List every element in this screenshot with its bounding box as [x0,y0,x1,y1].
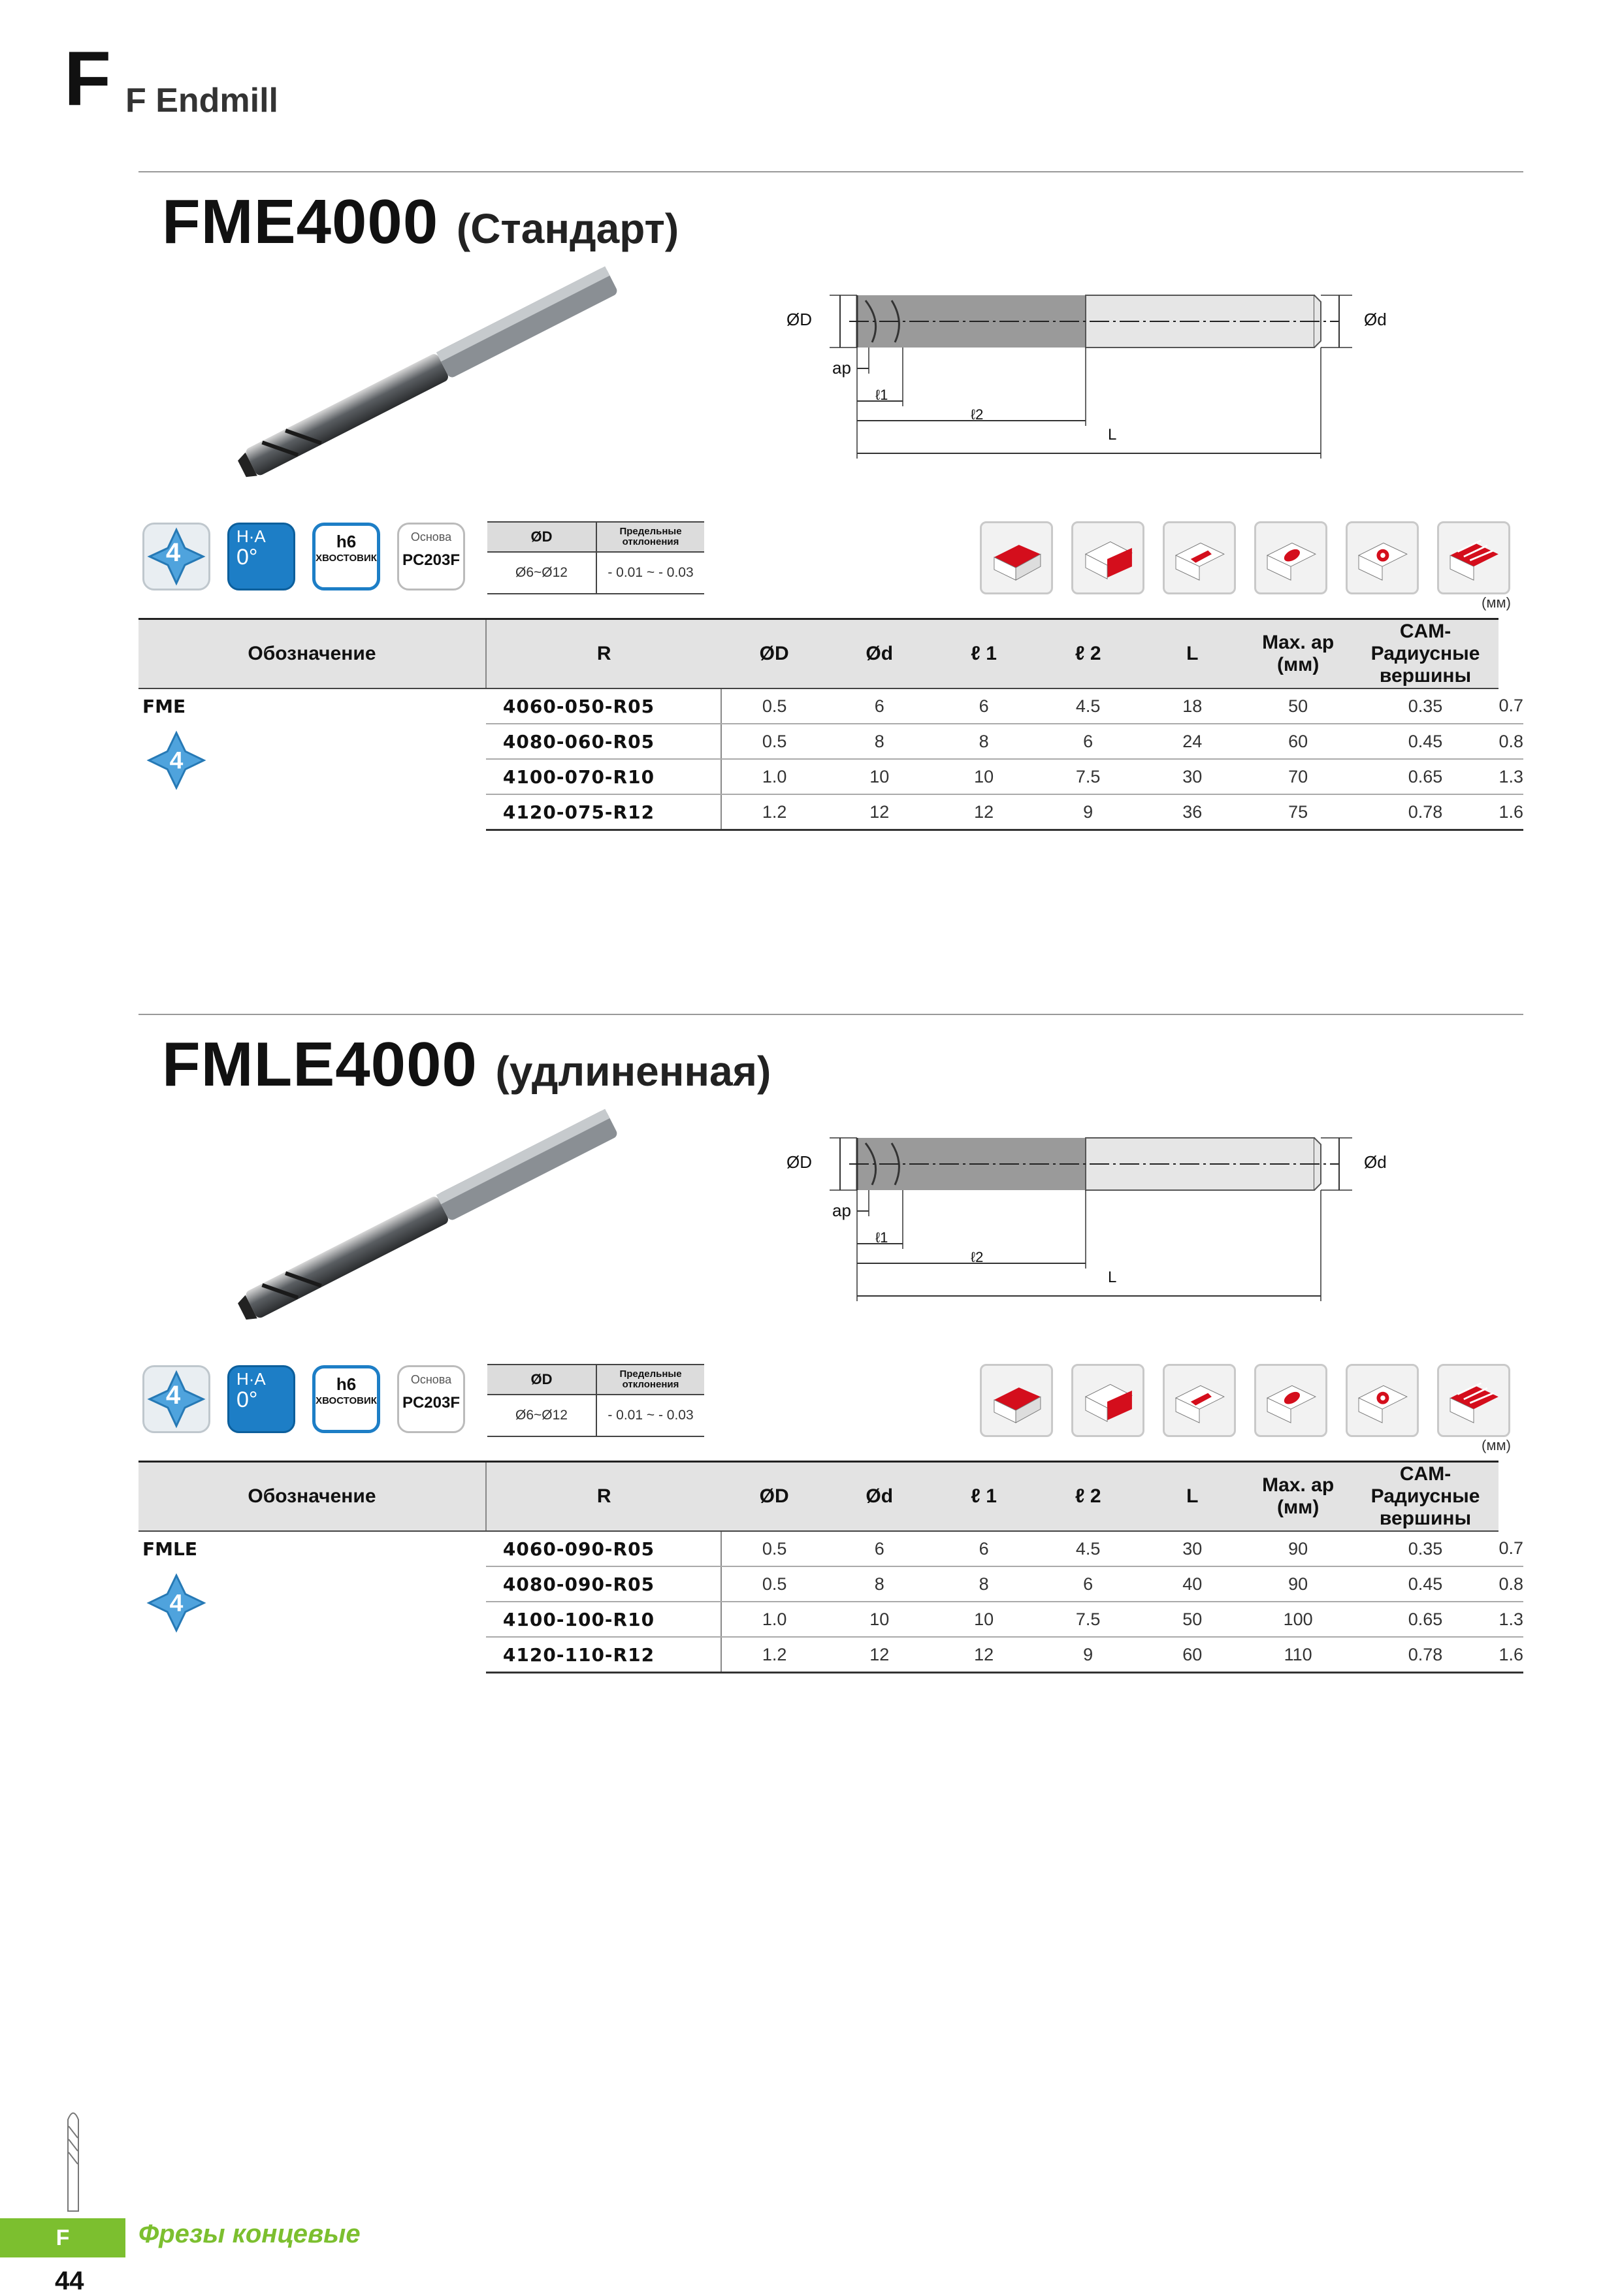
unit-label: (мм) [1482,594,1511,611]
column-header: CAM-Радиусные вершины [1352,1462,1499,1532]
pocket-milling-icon [1254,521,1327,594]
tol-col2: Предельные отклонения [596,1365,704,1395]
shoulder-milling-icon [1071,521,1144,594]
group-code: FMLE [142,1538,197,1560]
cell-value: 0.45 [1352,1566,1499,1602]
label-ap: ap [832,358,851,378]
product-variant: (Стандарт) [456,205,679,252]
flute-count-icon [145,729,208,792]
column-header: Max. ap (мм) [1244,1462,1352,1532]
cell-value: 7.5 [1036,1602,1141,1637]
helix-label: H·A [236,1369,266,1389]
cell-value: 6 [1036,1566,1141,1602]
column-header: Max. ap (мм) [1244,619,1352,689]
cell-value: 0.5 [721,724,826,759]
label-D: ØD [786,310,812,329]
tool-photo [235,1116,627,1312]
cell-value: 90 [1244,1566,1352,1602]
cell-value: 12 [827,794,932,830]
cell-value: 0.8 [1498,1566,1523,1602]
cell-value: 6 [827,688,932,724]
column-header: Обозначение [138,1462,486,1532]
flute-count-icon [145,1572,208,1634]
cell-value: 90 [1244,1531,1352,1566]
label-ap: ap [832,1201,851,1220]
cell-value: 0.5 [721,1531,826,1566]
cell-value: 30 [1141,759,1244,794]
cell-value: 10 [932,1602,1036,1637]
cell-value: 6 [827,1531,932,1566]
label-d: Ød [1364,1152,1387,1172]
cell-value: 10 [827,1602,932,1637]
helix-label: H·A [236,526,266,546]
slotting-icon [1163,1364,1236,1437]
footer-letter: F [56,2225,70,2250]
column-header: Ød [827,619,932,689]
cell-value: 9 [1036,794,1141,830]
cell-value: 8 [827,1566,932,1602]
cell-value: 100 [1244,1602,1352,1637]
cell-value: 9 [1036,1637,1141,1673]
table-row [138,1531,1523,1566]
dimension-drawing [784,269,1411,465]
column-header: ℓ 2 [1036,1462,1141,1532]
cell-value: 6 [1036,724,1141,759]
cell-value: 10 [932,759,1036,794]
footer-chapter-name: Фрезы концевые [138,2220,361,2248]
helix-value: 0° [236,545,258,570]
tool-photo [235,273,627,469]
part-number: 4080-060-R05 [486,724,722,759]
column-header: L [1141,1462,1244,1532]
cell-value: 1.3 [1498,1602,1523,1637]
endmill-silhouette-icon [60,2107,86,2214]
product-group [138,1531,486,1673]
cell-value: 0.5 [721,688,826,724]
section-divider [138,1014,1523,1015]
shank-label: h6 [336,532,357,551]
cell-value: 8 [932,1566,1036,1602]
tolerance-table [487,1364,704,1437]
cell-value: 50 [1244,688,1352,724]
cell-value: 6 [932,1531,1036,1566]
tol-val2: - 0.01 ~ - 0.03 [596,552,704,594]
cell-value: 4.5 [1036,688,1141,724]
column-header: ØD [721,1462,826,1532]
cell-value: 0.65 [1352,1602,1499,1637]
cell-value: 0.35 [1352,1531,1499,1566]
label-L: L [1108,1269,1117,1286]
cell-value: 110 [1244,1637,1352,1673]
cell-value: 75 [1244,794,1352,830]
group-code: FME [142,696,186,717]
part-number: 4080-090-R05 [486,1566,722,1602]
cell-value: 0.7 [1498,1531,1523,1566]
cell-value: 1.3 [1498,759,1523,794]
slotting-icon [1163,521,1236,594]
cell-value: 8 [827,724,932,759]
tol-col1: ØD [487,522,596,552]
section-title [162,187,679,257]
cell-value: 1.6 [1498,794,1523,830]
tol-col1: ØD [487,1365,596,1395]
label-d: Ød [1364,310,1387,329]
cell-value: 0.5 [721,1566,826,1602]
cell-value: 0.35 [1352,688,1499,724]
flute-count: 4 [166,1381,181,1410]
flute-count: 4 [166,538,181,567]
cell-value: 0.78 [1352,794,1499,830]
cell-value: 40 [1141,1566,1244,1602]
cell-value: 1.2 [721,794,826,830]
product-variant: (удлиненная) [495,1048,771,1095]
part-number: 4100-100-R10 [486,1602,722,1637]
shank-label: h6 [336,1374,357,1394]
tol-val2: - 0.01 ~ - 0.03 [596,1395,704,1436]
chapter-title: F Endmill [125,82,278,120]
part-number: 4120-075-R12 [486,794,722,830]
profile-milling-icon [1437,1364,1510,1437]
cell-value: 0.45 [1352,724,1499,759]
tolerance-table [487,521,704,594]
tol-val1: Ø6~Ø12 [487,552,596,594]
unit-label: (мм) [1482,1437,1511,1453]
column-header: ℓ 1 [932,619,1036,689]
cell-value: 1.2 [721,1637,826,1673]
cell-value: 7.5 [1036,759,1141,794]
tol-col2: Предельные отклонения [596,522,704,552]
part-number: 4060-090-R05 [486,1531,722,1566]
specification-table [138,618,1523,831]
shank-text: ХВОСТОВИК [316,553,377,564]
shank-text: ХВОСТОВИК [316,1395,377,1406]
column-header: ℓ 2 [1036,619,1141,689]
tol-val1: Ø6~Ø12 [487,1395,596,1436]
product-code: FMLE4000 [162,1029,478,1099]
label-D: ØD [786,1152,812,1172]
product-group [138,688,486,830]
label-l1: ℓ1 [875,1229,888,1246]
part-number: 4120-110-R12 [486,1637,722,1673]
cell-value: 36 [1141,794,1244,830]
cell-value: 70 [1244,759,1352,794]
cell-value: 50 [1141,1602,1244,1637]
base-label: Основа [410,530,452,543]
cell-value: 30 [1141,1531,1244,1566]
hole-milling-icon [1346,521,1419,594]
cell-value: 60 [1244,724,1352,759]
pocket-milling-icon [1254,1364,1327,1437]
cell-value: 0.7 [1498,688,1523,724]
column-header: CAM-Радиусные вершины [1352,619,1499,689]
section-title [162,1029,771,1099]
column-header: ℓ 1 [932,1462,1036,1532]
column-header: L [1141,619,1244,689]
column-header: Ød [827,1462,932,1532]
face-milling-icon [980,1364,1053,1437]
part-number: 4060-050-R05 [486,688,722,724]
column-header: R [486,1462,722,1532]
label-l1: ℓ1 [875,387,888,403]
cell-value: 18 [1141,688,1244,724]
product-code: FME4000 [162,187,439,257]
column-header: Обозначение [138,619,486,689]
specification-table [138,1461,1523,1673]
cell-value: 8 [932,724,1036,759]
cell-value: 6 [932,688,1036,724]
hole-milling-icon [1346,1364,1419,1437]
svg-text:4: 4 [169,746,184,774]
column-header: R [486,619,722,689]
cell-value: 1.0 [721,1602,826,1637]
cell-value: 10 [827,759,932,794]
label-l2: ℓ2 [971,406,984,423]
page-number: 44 [55,2267,84,2295]
dimension-drawing [784,1112,1411,1308]
cell-value: 0.78 [1352,1637,1499,1673]
cell-value: 12 [827,1637,932,1673]
svg-text:4: 4 [169,1589,184,1617]
shoulder-milling-icon [1071,1364,1144,1437]
base-value: PC203F [402,551,461,569]
cell-value: 0.65 [1352,759,1499,794]
section-divider [138,171,1523,172]
column-header: ØD [721,619,826,689]
face-milling-icon [980,521,1053,594]
label-l2: ℓ2 [971,1249,984,1265]
cell-value: 0.8 [1498,724,1523,759]
base-value: PC203F [402,1394,461,1412]
chapter-letter: F [64,36,112,122]
part-number: 4100-070-R10 [486,759,722,794]
cell-value: 60 [1141,1637,1244,1673]
cell-value: 1.0 [721,759,826,794]
cell-value: 12 [932,794,1036,830]
cell-value: 1.6 [1498,1637,1523,1673]
profile-milling-icon [1437,521,1510,594]
table-row [138,688,1523,724]
base-label: Основа [410,1373,452,1386]
cell-value: 12 [932,1637,1036,1673]
cell-value: 4.5 [1036,1531,1141,1566]
label-L: L [1108,426,1117,444]
helix-value: 0° [236,1387,258,1412]
cell-value: 24 [1141,724,1244,759]
